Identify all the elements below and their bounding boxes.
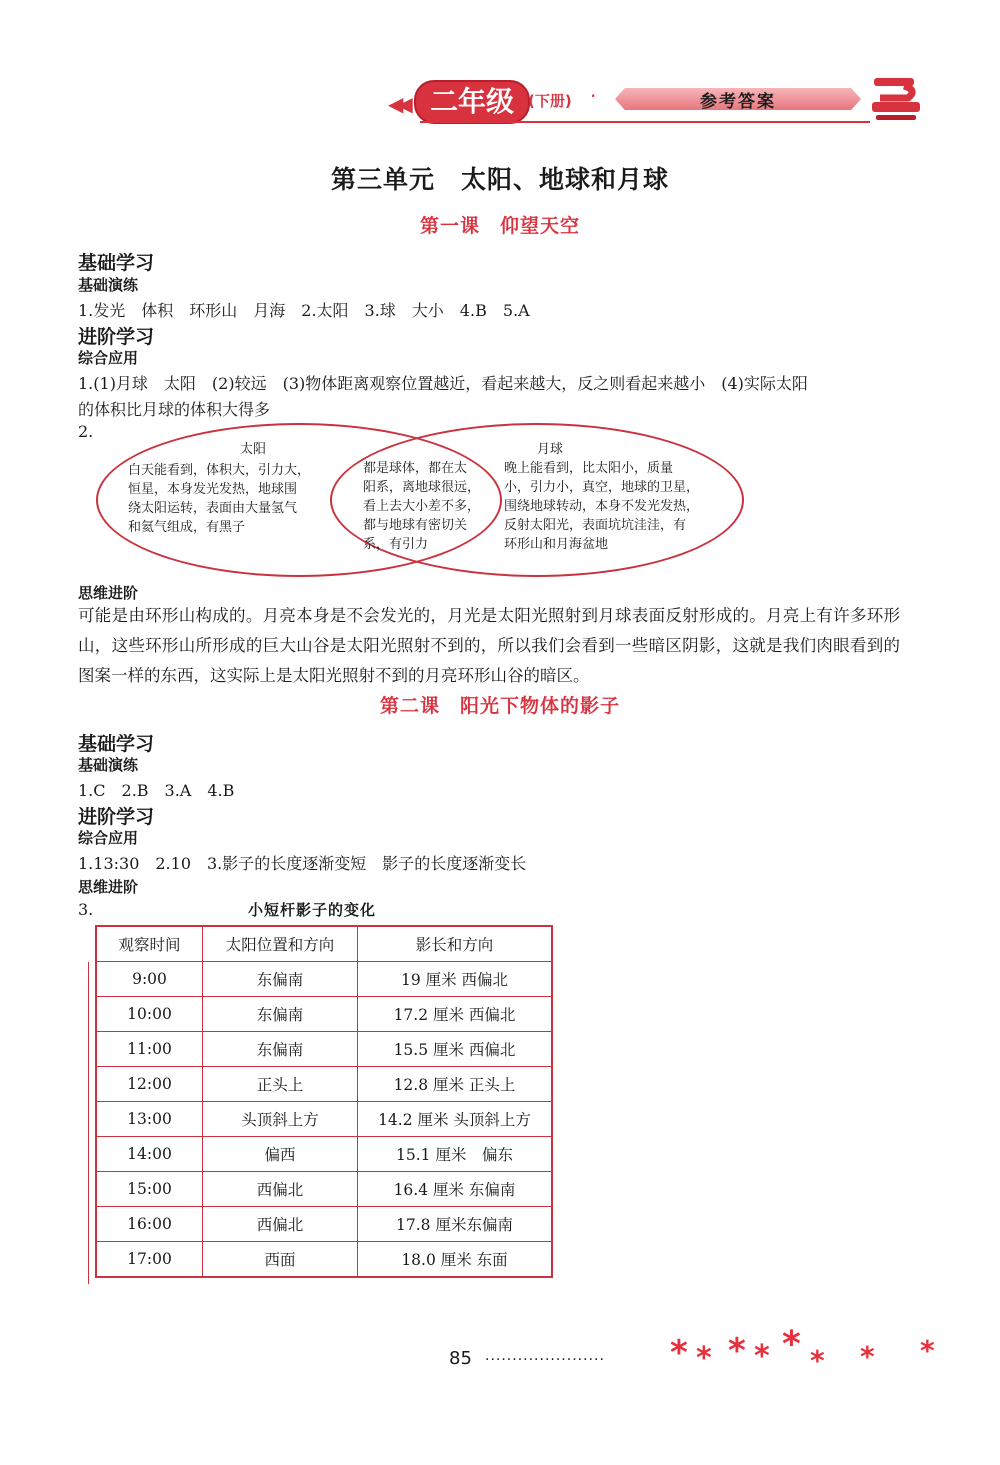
table-cell-shadow: 14.2 厘米 头顶斜上方 [358, 1102, 553, 1137]
table-row [96, 1102, 552, 1137]
shadow-change-table [95, 925, 553, 1278]
table-cell-time: 15:00 [96, 1172, 203, 1207]
header-rule [420, 121, 870, 123]
venn-shared-line: 都与地球有密切关 [363, 518, 468, 533]
lesson1-advanced-sub: 综合应用 [78, 349, 139, 367]
lesson2-title: 第二课 阳光下物体的影子 [379, 695, 620, 717]
lesson2-thinking-sub: 思维进阶 [78, 878, 139, 896]
venn-moon-line: 环形山和月海盆地 [504, 537, 609, 552]
venn-sun-line: 和氦气组成，有黑子 [128, 520, 246, 535]
table-cell-time: 14:00 [96, 1137, 203, 1172]
table-cell-time: 16:00 [96, 1207, 203, 1242]
table-row [96, 997, 552, 1032]
svg-text:*: * [782, 1326, 801, 1365]
table-header-row [96, 926, 552, 962]
svg-text:*: * [810, 1344, 825, 1376]
lesson2-basic-sub: 基础演练 [78, 756, 139, 774]
table-cell-time: 9:00 [96, 962, 203, 997]
grade-badge: 二年级 [414, 80, 530, 124]
venn-sun-line: 白天能看到，体积大，引力大， [128, 463, 311, 478]
table-header-cell: 太阳位置和方向 [203, 926, 358, 962]
table-header-cell: 影长和方向 [358, 926, 553, 962]
lesson2-advanced-answer: 1.13:30 2.10 3.影子的长度逐渐变短 影子的长度逐渐变长 [78, 854, 527, 873]
svg-text:*: * [754, 1339, 770, 1374]
lesson1-advanced-heading: 进阶学习 [78, 326, 155, 348]
lesson1-q1-line1: 1.(1)月球 太阳 (2)较远 (3)物体距离观察位置越近，看起来越大，反之则看起来越小 (4)实际太阳 [78, 374, 808, 393]
table-cell-shadow: 12.8 厘米 正头上 [358, 1067, 553, 1102]
venn-sun-title: 太阳 [240, 442, 267, 457]
table-row [96, 1242, 552, 1278]
table-cell-shadow: 19 厘米 西偏北 [358, 962, 553, 997]
header-dot: · [590, 84, 597, 108]
table-cell-time: 10:00 [96, 997, 203, 1032]
page-number: 85 [449, 1348, 472, 1369]
lesson1-thinking-paragraph: 可能是由环形山构成的。月亮本身是不会发光的，月光是太阳光照射到月球表面反射形成的。月亮上有许多环形山，这些环形山所形成的巨大山谷是太阳光照射不到的，所以我们会看到一些暗区阴影，这就是我们肉眼看到的图案一样的东西，这实际上是太阳光照射不到的月亮环形山谷的暗区。 [78, 606, 900, 685]
lesson2-basic-answer: 1.C 2.B 3.A 4.B [78, 781, 235, 800]
table-cell-sun: 西偏北 [203, 1172, 358, 1207]
table-cell-sun: 正头上 [203, 1067, 358, 1102]
decorative-stars-icon [670, 1326, 970, 1376]
table-cell-shadow: 17.8 厘米东偏南 [358, 1207, 553, 1242]
table-side-rule [88, 962, 89, 1284]
lesson2-q3-label: 3. [78, 900, 94, 919]
venn-moon-text [504, 459, 699, 554]
table-cell-time: 13:00 [96, 1102, 203, 1137]
table-row [96, 1172, 552, 1207]
table-row [96, 962, 552, 997]
venn-shared-text [363, 459, 480, 554]
table-cell-sun: 东偏南 [203, 962, 358, 997]
lesson1-q2-label: 2. [78, 422, 94, 441]
table-cell-time: 12:00 [96, 1067, 203, 1102]
table-cell-shadow: 15.5 厘米 西偏北 [358, 1032, 553, 1067]
lesson1-basic-sub: 基础演练 [78, 276, 139, 294]
lesson1-title: 第一课 仰望天空 [419, 215, 580, 237]
answer-key-label: 参考答案 [700, 92, 776, 112]
lesson2-advanced-sub: 综合应用 [78, 829, 139, 847]
venn-shared-line: 都是球体，都在太 [363, 461, 468, 476]
table-cell-sun: 西面 [203, 1242, 358, 1278]
table-cell-time: 11:00 [96, 1032, 203, 1067]
lesson1-basic-heading: 基础学习 [78, 252, 155, 274]
venn-shared-line: 系，有引力 [363, 537, 429, 552]
lesson1-thinking-sub: 思维进阶 [78, 584, 139, 602]
table-cell-sun: 头顶斜上方 [203, 1102, 358, 1137]
table-cell-sun: 西偏北 [203, 1207, 358, 1242]
venn-moon-line: 小，引力小，真空，地球的卫星， [504, 480, 700, 495]
svg-text:*: * [696, 1341, 712, 1376]
svg-text:*: * [728, 1331, 746, 1371]
table-caption: 小短杆影子的变化 [248, 901, 377, 919]
table-cell-shadow: 18.0 厘米 东面 [358, 1242, 553, 1278]
venn-moon-line: 晚上能看到，比太阳小，质量 [504, 461, 674, 476]
unit-title: 第三单元 太阳、地球和月球 [330, 165, 669, 194]
venn-moon-line: 围绕地球转动，本身不发光发热， [504, 499, 700, 514]
table-cell-sun: 偏西 [203, 1137, 358, 1172]
venn-sun-line: 恒星，本身发光发热，地球围 [128, 482, 298, 497]
svg-text:*: * [920, 1334, 935, 1367]
table-cell-shadow: 15.1 厘米 偏东 [358, 1137, 553, 1172]
table-row [96, 1207, 552, 1242]
header-arrows-icon: ◀◀ [388, 92, 407, 116]
lesson2-basic-heading: 基础学习 [78, 733, 155, 755]
svg-text:*: * [670, 1333, 688, 1373]
table-header-cell: 观察时间 [96, 926, 203, 962]
table-cell-time: 17:00 [96, 1242, 203, 1278]
table-row [96, 1032, 552, 1067]
table-cell-shadow: 17.2 厘米 西偏北 [358, 997, 553, 1032]
table-cell-sun: 东偏南 [203, 997, 358, 1032]
table-cell-sun: 东偏南 [203, 1032, 358, 1067]
venn-sun-text [128, 461, 310, 537]
venn-shared-line: 看上去大小差不多， [363, 499, 481, 514]
lesson1-q1-line2: 的体积比月球的体积大得多 [78, 400, 271, 419]
svg-text:*: * [860, 1340, 875, 1373]
volume-label: (下册) [528, 92, 572, 110]
book-icon [868, 74, 924, 124]
venn-moon-line: 反射太阳光，表面坑坑洼洼，有 [504, 518, 687, 533]
venn-shared-line: 阳系，离地球很远， [363, 480, 481, 495]
lesson1-basic-answer: 1.发光 体积 环形山 月海 2.太阳 3.球 大小 4.B 5.A [78, 301, 530, 320]
lesson2-advanced-heading: 进阶学习 [78, 806, 155, 828]
footer-dot-leader: ...................... [485, 1348, 605, 1364]
table-row [96, 1137, 552, 1172]
venn-moon-title: 月球 [537, 442, 564, 457]
table-row [96, 1067, 552, 1102]
table-cell-shadow: 16.4 厘米 东偏南 [358, 1172, 553, 1207]
venn-sun-line: 绕太阳运转，表面由大量氢气 [128, 501, 298, 516]
